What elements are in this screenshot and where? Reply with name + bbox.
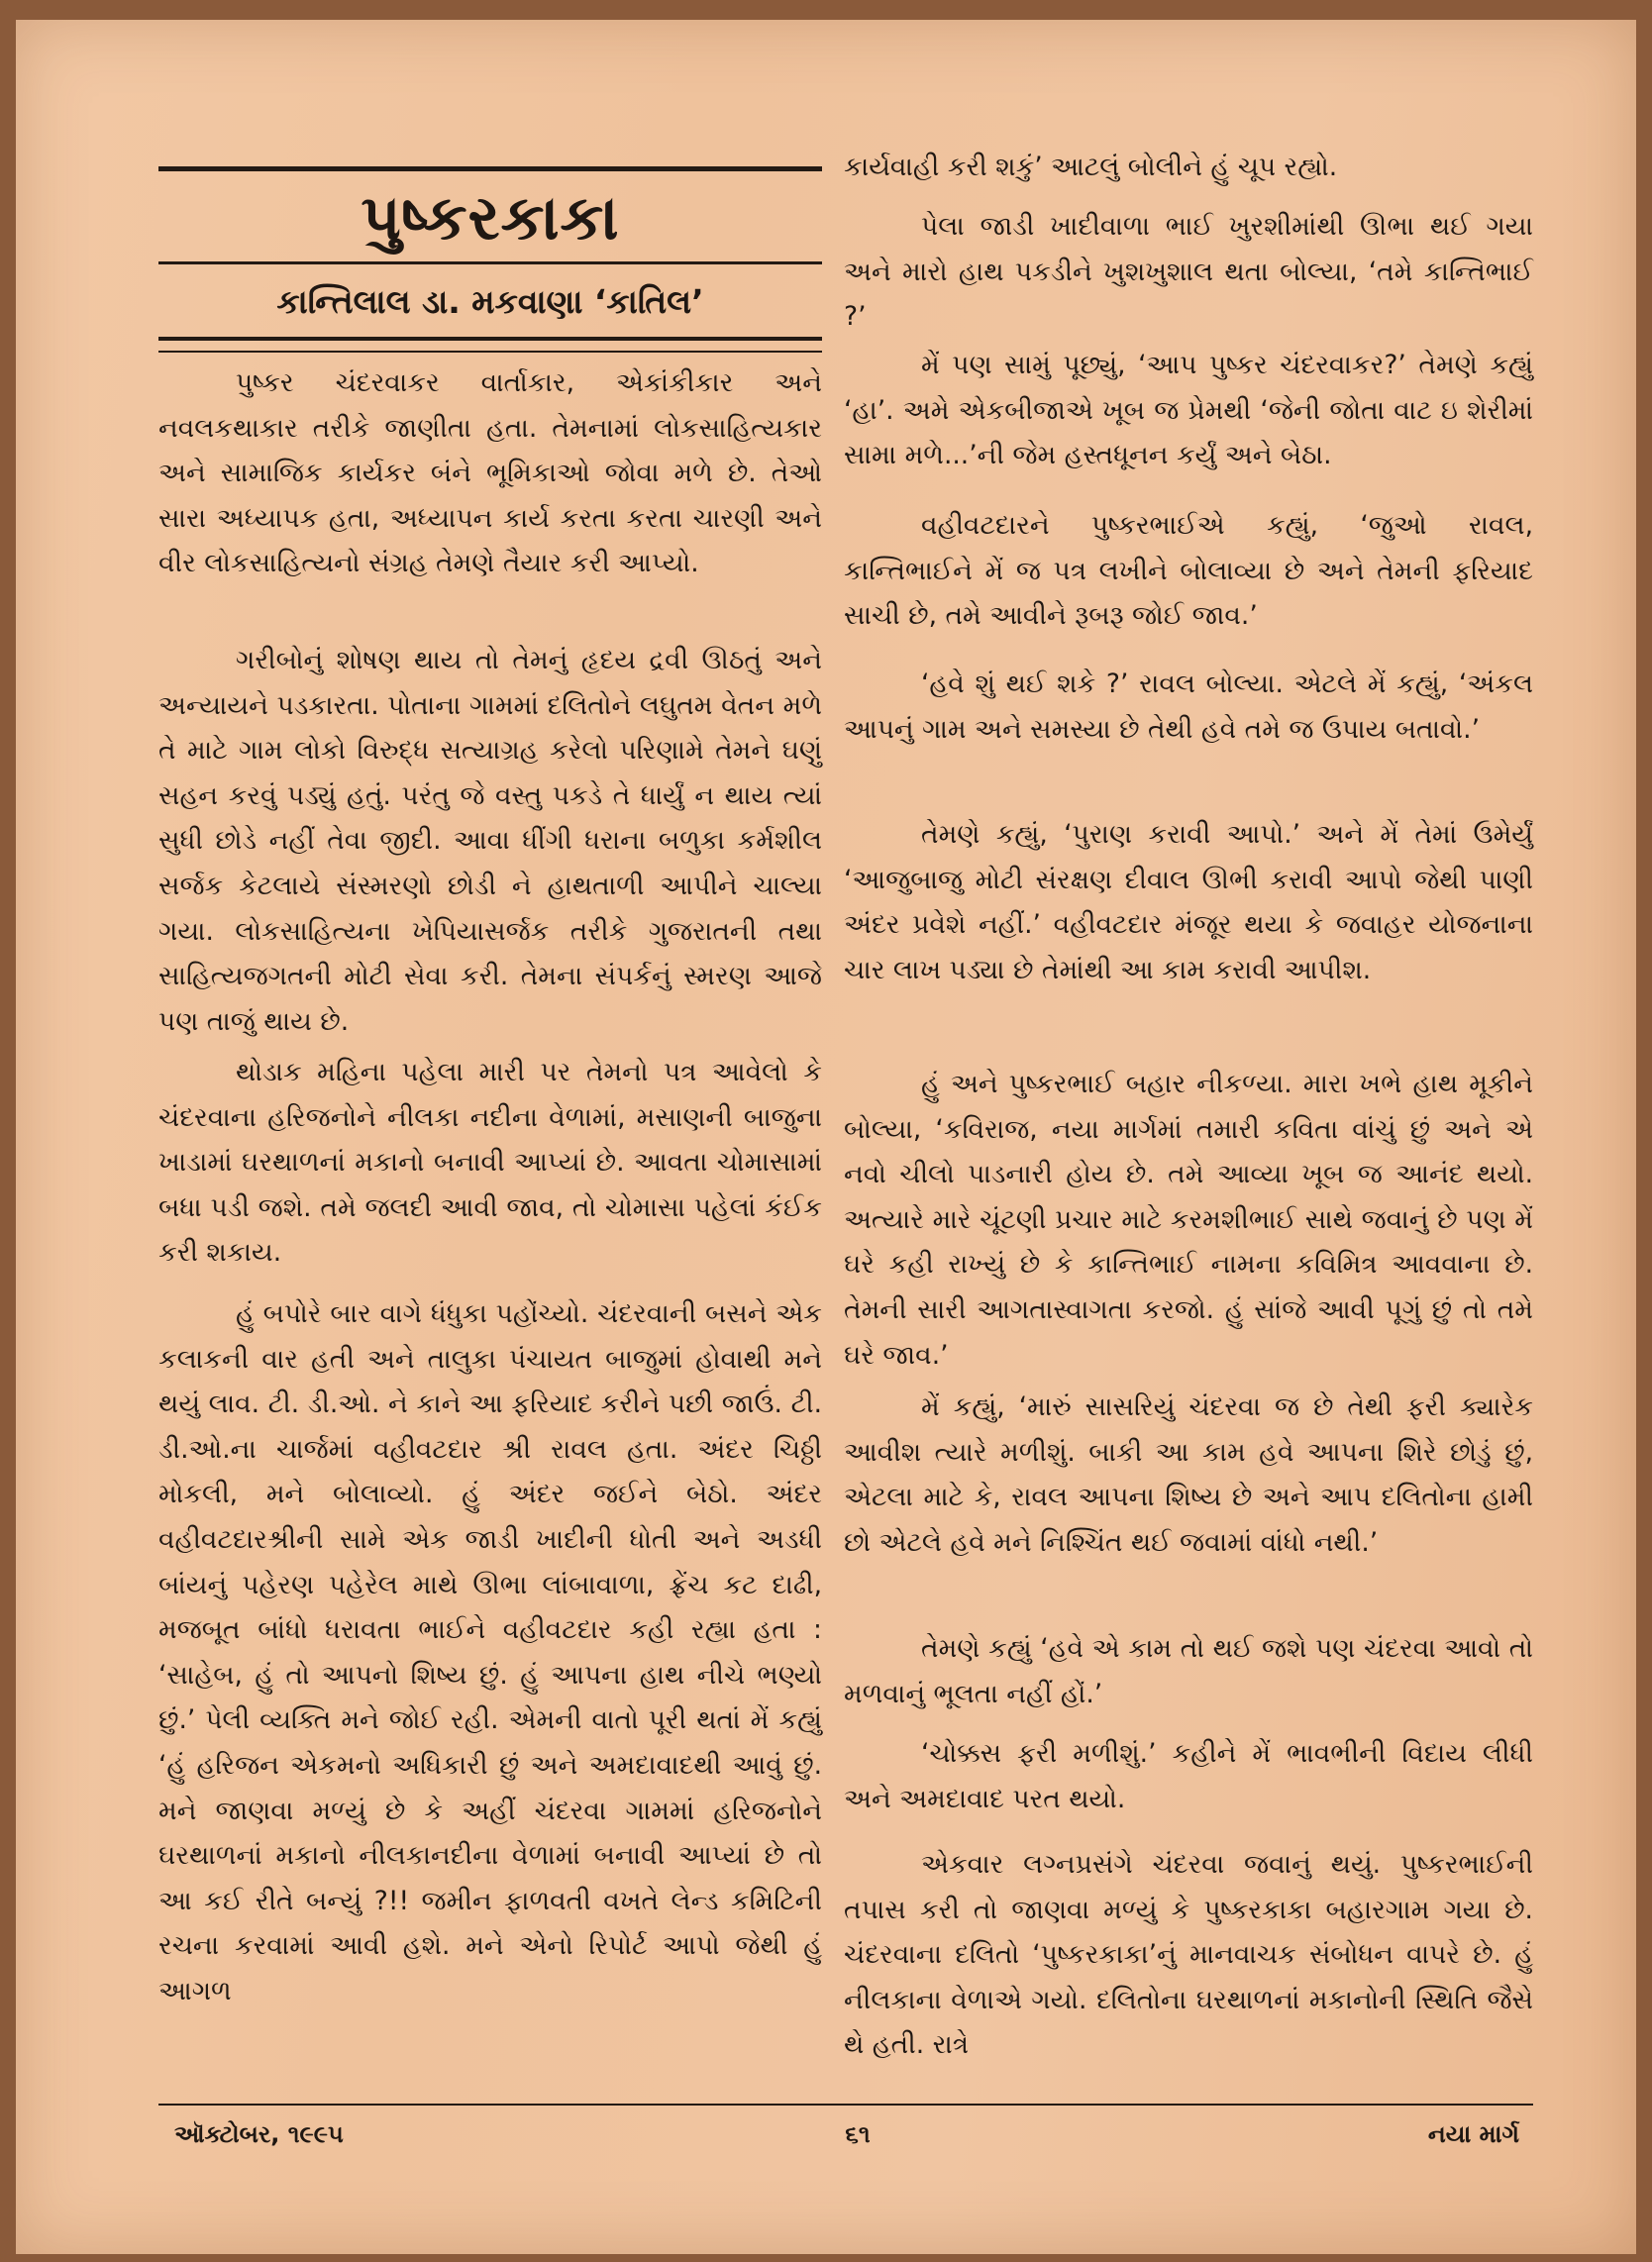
- paragraph: વહીવટદારને પુષ્કરભાઈએ કહ્યું, ‘જુઓ રાવલ, કાન્તિભાઈને મેં જ પત્ર લખીને બોલાવ્યા છે અને તેમની ફરિયાદ સાચી છે, તમે આવીને રૂબરૂ જોઈ જાવ.’: [844, 510, 1533, 632]
- paragraph: મેં પણ સામું પૂછ્યું, ‘આપ પુષ્કર ચંદરવાકર?’ તેમણે કહ્યું ‘હા’. અમે એકબીજાએ ખૂબ જ પ્રેમથી ‘જેની જોતા વાટ ઇ શેરીમાં સામા મળે...’ની જેમ હસ્તધૂનન કર્યું અને બેઠા.: [844, 350, 1533, 471]
- paragraph: મેં કહ્યું, ‘મારું સાસરિયું ચંદરવા જ છે તેથી ફરી ક્યારેક આવીશ ત્યારે મળીશું. બાકી આ કામ હવે આપના શિરે છોડું છું, એટલા માટે કે, રાવલ આપના શિષ્ય છે અને આપ દલિતોના હામી છો એટલે હવે મને નિશ્ચિંત થઈ જવામાં વાંધો નથી.’: [844, 1391, 1533, 1558]
- paragraph: થોડાક મહિના પહેલા મારી પર તેમનો પત્ર આવેલો કે ચંદરવાના હરિજનોને નીલકા નદીના વેળામાં, મસાણની બાજુના ખાડામાં ઘરથાળનાં મકાનો બનાવી આપ્યાં છે. આવતા ચોમાસામાં બધા પડી જશે. તમે જલદી આવી જાવ, તો ચોમાસા પહેલાં કંઈક કરી શકાય.: [158, 1057, 822, 1269]
- title-top-rule: [158, 166, 822, 171]
- author-rule-upper: [158, 337, 822, 341]
- article-title: પુષ્કરકાકા: [361, 181, 620, 254]
- article-author: કાન્તિલાલ ડા. મકવાણા ‘કાતિલ’: [276, 282, 704, 321]
- paragraph: હું બપોરે બાર વાગે ધંધુકા પહોંચ્યો. ચંદરવાની બસને એક કલાકની વાર હતી અને તાલુકા પંચાયત બાજુમાં હોવાથી મને થયું લાવ. ટી. ડી.ઓ. ને કાને આ ફરિયાદ કરીને પછી જાઉં. ટી. ડી.ઓ.ના ચાર્જમાં વહીવટદાર શ્રી રાવલ હતા. અંદર ચિઠ્ઠી મોકલી, મને બોલાવ્યો. હું અંદર જઈને બેઠો. અંદર વહીવટદારશ્રીની સામે એક જાડી ખાદીની ધોતી અને અડધી બાંયનું પહેરણ પહેરેલ માથે ઊભા લાંબાવાળા, ફ્રેંચ કટ દાઢી, મજબૂત બાંધો ધરાવતા ભાઈને વહીવટદાર કહી રહ્યા હતા : ‘સાહેબ, હું તો આપનો શિષ્ય છું. હું આપના હાથ નીચે ભણ્યો છું.’ પેલી વ્યક્તિ મને જોઈ રહી. એમની વાતો પૂરી થતાં મેં કહ્યું ‘હું હરિજન એકમનો અધિકારી છું અને અમદાવાદથી આવું છું. મને જાણવા મળ્યું છે કે અહીં ચંદરવા ગામમાં હરિજનોને ઘરથાળનાં મકાનો નીલકાનદીના વેળામાં બનાવી આપ્યાં છે તો આ કઈ રીતે બન્યું ?!! જમીન ફાળવતી વખતે લેન્ડ કમિટિની રચના કરવામાં આવી હશે. મને એનો રિપોર્ટ આપો જેથી હું આગળ: [158, 1298, 822, 2006]
- paragraph: કાર્યવાહી કરી શકું’ આટલું બોલીને હું ચૂપ રહ્યો.: [844, 152, 1338, 182]
- footer-page-number: ૬૧: [845, 2120, 871, 2148]
- paragraph: ગરીબોનું શોષણ થાય તો તેમનું હૃદય દ્રવી ઊઠતું અને અન્યાયને પડકારતા. પોતાના ગામમાં દલિતોને લઘુતમ વેતન મળે તે માટે ગામ લોકો વિરુદ્ધ સત્યાગ્રહ કરેલો પરિણામે તેમને ઘણું સહન કરવું પડ્યું હતું. પરંતુ જે વસ્તુ પકડે તે ધાર્યું ન થાય ત્યાં સુધી છોડે નહીં તેવા જીદી. આવા ધીંગી ધરાના બળુકા કર્મશીલ સર્જક કેટલાયે સંસ્મરણો છોડી ને હાથતાળી આપીને ચાલ્યા ગયા. લોકસાહિત્યના ખેપિયાસર્જક તરીકે ગુજરાતની તથા સાહિત્યજગતની મોટી સેવા કરી. તેમના સંપર્કનું સ્મરણ આજે પણ તાજું થાય છે.: [158, 645, 822, 1037]
- footer-date: ઑક્ટોબર, ૧૯૯૫: [174, 2120, 344, 2148]
- paragraph: પેલા જાડી ખાદીવાળા ભાઈ ખુરશીમાંથી ઊભા થઈ ગયા અને મારો હાથ પકડીને ખુશખુશાલ થતા બોલ્યા, ‘તમે કાન્તિભાઈ ?’: [844, 211, 1533, 333]
- paragraph: ‘હવે શું થઈ શકે ?’ રાવલ બોલ્યા. એટલે મેં કહ્યું, ‘અંકલ આપનું ગામ અને સમસ્યા છે તેથી હવે તમે જ ઉપાય બતાવો.’: [844, 668, 1533, 745]
- title-mid-rule: [158, 261, 822, 264]
- magazine-page: [16, 20, 1636, 2254]
- paragraph: હું અને પુષ્કરભાઈ બહાર નીકળ્યા. મારા ખભે હાથ મૂકીને બોલ્યા, ‘કવિરાજ, નયા માર્ગમાં તમારી કવિતા વાંચું છું અને એ નવો ચીલો પાડનારી હોય છે. તમે આવ્યા ખૂબ જ આનંદ થયો. અત્યારે મારે ચૂંટણી પ્રચાર માટે કરમશીભાઈ સાથે જવાનું છે પણ મેં ઘરે કહી રાખ્યું છે કે કાન્તિભાઈ નામના કવિમિત્ર આવવાના છે. તેમની સારી આગતાસ્વાગતા કરજો. હું સાંજે આવી પૂગું છું તો તમે ઘરે જાવ.’: [844, 1069, 1533, 1371]
- footer-rule: [158, 2104, 1533, 2106]
- paragraph: તેમણે કહ્યું ‘હવે એ કામ તો થઈ જશે પણ ચંદરવા આવો તો મળવાનું ભૂલતા નહીં હોં.’: [844, 1633, 1533, 1709]
- paragraph: તેમણે કહ્યું, ‘પુરાણ કરાવી આપો.’ અને મેં તેમાં ઉમેર્યું ‘આજુબાજુ મોટી સંરક્ષણ દીવાલ ઊભી કરાવી આપો જેથી પાણી અંદર પ્રવેશે નહીં.’ વહીવટદાર મંજૂર થયા કે જવાહર યોજનાના ચાર લાખ પડ્યા છે તેમાંથી આ કામ કરાવી આપીશ.: [844, 819, 1533, 985]
- paragraph: એકવાર લગ્નપ્રસંગે ચંદરવા જવાનું થયું. પુષ્કરભાઈની તપાસ કરી તો જાણવા મળ્યું કે પુષ્કરકાકા બહારગામ ગયા છે. ચંદરવાના દલિતો ‘પુષ્કરકાકા’નું માનવાચક સંબોધન વાપરે છે. હું નીલકાના વેળાએ ગયો. દલિતોના ઘરથાળનાં મકાનોની સ્થિતિ જૈસે થે હતી. રાત્રે: [844, 1849, 1533, 2061]
- paragraph: પુષ્કર ચંદરવાકર વાર્તાકાર, એકાંકીકાર અને નવલકથાકાર તરીકે જાણીતા હતા. તેમનામાં લોકસાહિત્યકાર અને સામાજિક કાર્યકર બંને ભૂમિકાઓ જોવા મળે છે. તેઓ સારા અધ્યાપક હતા, અધ્યાપન કાર્ય કરતા કરતા ચારણી અને વીર લોકસાહિત્યનો સંગ્રહ તેમણે તૈયાર કરી આપ્યો.: [158, 367, 822, 579]
- footer-magazine-name: નયા માર્ગ: [1427, 2120, 1519, 2148]
- author-rule-lower: [158, 351, 822, 353]
- paragraph: ‘ચોક્કસ ફરી મળીશું.’ કહીને મેં ભાવભીની વિદાય લીધી અને અમદાવાદ પરત થયો.: [844, 1738, 1533, 1814]
